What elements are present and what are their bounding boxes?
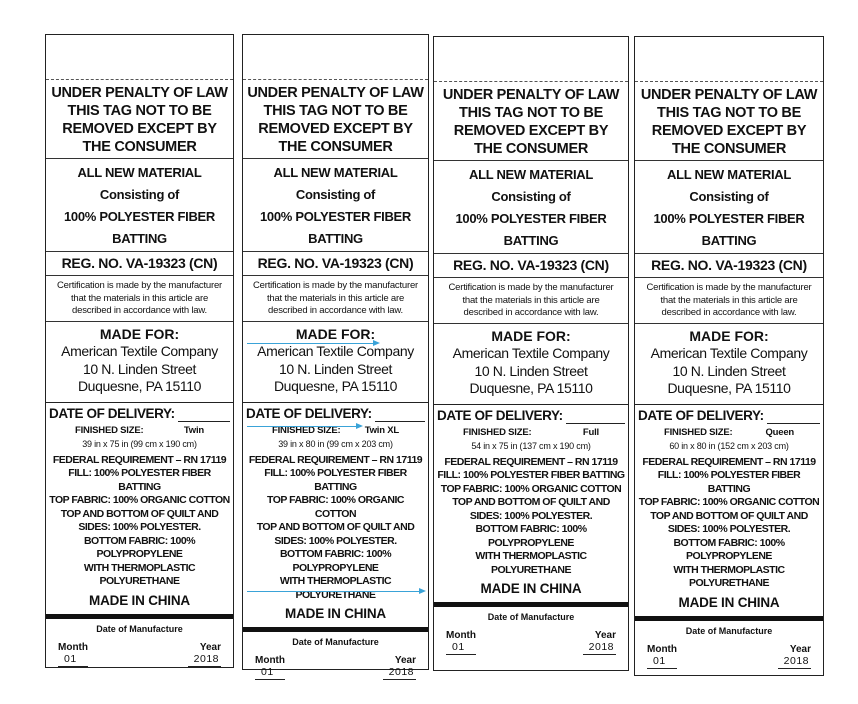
- federal-line: TOP FABRIC: 100% ORGANIC COTTON: [49, 494, 230, 506]
- month-field: [255, 655, 285, 680]
- material-line: ALL NEW MATERIAL: [77, 165, 202, 180]
- delivery-blank-line: [178, 411, 230, 422]
- material-line: Consisting of: [99, 187, 180, 202]
- year-value: 2018: [583, 641, 616, 655]
- material-line: 100% POLYESTER FIBER: [259, 209, 412, 224]
- delivery-date-field: [638, 407, 820, 424]
- material-line: Consisting of: [491, 189, 571, 204]
- delivery-date-field: [437, 407, 625, 424]
- manufacture-date-label: Date of Manufacture: [685, 625, 773, 636]
- company-street: 10 N. Linden Street: [278, 360, 393, 377]
- product-details: [434, 405, 628, 603]
- month-field: [446, 630, 476, 655]
- federal-line: BOTTOM FABRIC: 100% POLYPROPYLENE: [475, 523, 587, 549]
- company-street: 10 N. Linden Street: [672, 362, 786, 379]
- warning-line: UNDER PENALTY OF LAW: [247, 85, 424, 101]
- federal-line: BOTTOM FABRIC: 100% POLYPROPYLENE: [673, 536, 785, 562]
- federal-line: FILL: 100% POLYESTER FIBER BATTING: [68, 467, 211, 493]
- product-details: [46, 403, 233, 614]
- year-value: 2018: [778, 655, 811, 669]
- material-line: BATTING: [308, 231, 363, 246]
- material-line: Consisting of: [295, 187, 376, 202]
- federal-requirement: [437, 456, 625, 578]
- finished-size-label: FINISHED SIZE:: [664, 426, 733, 438]
- finished-size-label: FINISHED SIZE:: [272, 424, 341, 436]
- certification-line: that the materials in this article are: [462, 294, 600, 306]
- made-for-block: [243, 322, 428, 403]
- size-dimensions: 39 in x 75 in (99 cm x 190 cm): [82, 438, 197, 449]
- certification-statement: [635, 278, 823, 324]
- warning-line: UNDER PENALTY OF LAW: [640, 87, 818, 103]
- month-value: 01: [446, 641, 476, 655]
- material-line: 100% POLYESTER FIBER: [63, 209, 216, 224]
- country-of-origin: MADE IN CHINA: [285, 606, 386, 621]
- federal-requirement: [49, 454, 230, 589]
- size-dimensions: 54 in x 75 in (137 cm x 190 cm): [471, 440, 591, 451]
- company-city: Duquesne, PA 15110: [273, 378, 398, 394]
- finished-size-row: [246, 422, 425, 436]
- finished-size-row: [437, 424, 625, 438]
- material-line: BATTING: [503, 233, 559, 248]
- year-value: 2018: [188, 653, 221, 667]
- material-content: [46, 159, 233, 252]
- country-of-origin: MADE IN CHINA: [89, 592, 190, 608]
- size-name: Twin: [183, 424, 204, 436]
- finished-size-row: [49, 422, 230, 436]
- registration-number: REG. NO. VA-19323 (CN): [46, 252, 233, 276]
- federal-line: FEDERAL REQUIREMENT – RN 17119: [52, 453, 227, 466]
- tear-off-area: [243, 35, 428, 80]
- federal-line: TOP AND BOTTOM OF QUILT AND: [452, 496, 610, 508]
- warning-line: THIS TAG NOT TO BE: [459, 105, 603, 121]
- company-city: Duquesne, PA 15110: [667, 380, 791, 396]
- law-tag: [45, 34, 234, 668]
- made-for-block: [434, 324, 628, 405]
- material-content: [635, 161, 823, 254]
- year-field: [583, 630, 616, 655]
- manufacture-date-label: Date of Manufacture: [96, 623, 183, 634]
- month-value: 01: [647, 655, 677, 669]
- manufacture-date-row: [243, 647, 428, 680]
- material-line: 100% POLYESTER FIBER: [653, 211, 805, 226]
- size-dimensions: 60 in x 80 in (152 cm x 203 cm): [669, 440, 789, 451]
- certification-line: described in accordance with law.: [268, 305, 403, 316]
- made-for-heading: MADE FOR:: [295, 325, 376, 342]
- certification-statement: [243, 276, 428, 322]
- material-content: [434, 161, 628, 254]
- warning-line: THIS TAG NOT TO BE: [263, 103, 408, 119]
- federal-line: BOTTOM FABRIC: 100% POLYPROPYLENE: [83, 534, 196, 560]
- tear-off-area: [434, 37, 628, 82]
- country-of-origin: MADE IN CHINA: [480, 581, 582, 596]
- made-for-heading: MADE FOR:: [491, 327, 571, 344]
- warning-line: UNDER PENALTY OF LAW: [51, 85, 228, 101]
- size-name: Full: [582, 426, 599, 438]
- month-label: Month: [255, 655, 285, 666]
- company-street: 10 N. Linden Street: [474, 362, 588, 379]
- certification-line: Certification is made by the manufacturer: [448, 282, 614, 293]
- warning-line: THE CONSUMER: [82, 139, 197, 155]
- material-line: Consisting of: [689, 189, 769, 204]
- delivery-date-field: [49, 405, 230, 422]
- warning-line: THE CONSUMER: [278, 139, 393, 155]
- certification-line: described in accordance with law.: [72, 305, 207, 316]
- warning-line: UNDER PENALTY OF LAW: [442, 87, 620, 103]
- federal-line: FEDERAL REQUIREMENT – RN 17119: [444, 455, 618, 468]
- delivery-label: DATE OF DELIVERY:: [638, 407, 764, 423]
- month-label: Month: [58, 641, 88, 653]
- delivery-blank-line: [566, 413, 625, 424]
- company-name: American Textile Company: [257, 343, 414, 359]
- material-line: ALL NEW MATERIAL: [667, 167, 791, 182]
- delivery-label: DATE OF DELIVERY:: [246, 405, 372, 421]
- product-details: [635, 405, 823, 616]
- month-label: Month: [446, 630, 476, 641]
- federal-line: TOP AND BOTTOM OF QUILT AND: [650, 509, 808, 522]
- federal-requirement: [638, 456, 820, 591]
- month-field: [58, 642, 88, 667]
- registration-number: REG. NO. VA-19323 (CN): [434, 254, 628, 278]
- federal-line: BOTTOM FABRIC: 100% POLYPROPYLENE: [279, 548, 392, 574]
- certification-line: Certification is made by the manufacturer: [646, 282, 812, 293]
- federal-line: FEDERAL REQUIREMENT – RN 17119: [642, 455, 816, 468]
- manufacture-date-row: [434, 622, 628, 655]
- material-line: BATTING: [701, 233, 757, 248]
- company-city: Duquesne, PA 15110: [77, 378, 202, 394]
- law-warning: [46, 80, 233, 159]
- month-value: 01: [58, 653, 88, 667]
- certification-line: Certification is made by the manufacturer: [57, 280, 222, 291]
- certification-line: Certification is made by the manufacturer: [253, 280, 418, 291]
- law-tag: [634, 36, 824, 676]
- delivery-date-field: [246, 405, 425, 422]
- registration-number: REG. NO. VA-19323 (CN): [635, 254, 823, 278]
- year-label: Year: [594, 630, 616, 641]
- federal-line: FEDERAL REQUIREMENT – RN 17119: [248, 453, 423, 466]
- annotation-arrow: [247, 426, 357, 427]
- delivery-label: DATE OF DELIVERY:: [437, 407, 563, 423]
- federal-line: TOP FABRIC: 100% ORGANIC COTTON: [267, 494, 404, 520]
- made-for-block: [635, 324, 823, 405]
- certification-line: that the materials in this article are: [660, 294, 798, 306]
- manufacture-date-label: Date of Manufacture: [487, 612, 575, 622]
- material-line: ALL NEW MATERIAL: [273, 165, 398, 180]
- year-label: Year: [394, 655, 416, 666]
- law-tag: [242, 34, 429, 678]
- month-label: Month: [647, 643, 677, 655]
- tear-off-area: [46, 35, 233, 80]
- certification-line: that the materials in this article are: [266, 292, 405, 304]
- delivery-blank-line: [375, 411, 425, 422]
- year-field: [188, 642, 221, 667]
- finished-size-row: [638, 424, 820, 438]
- manufacture-date-row: [46, 634, 233, 667]
- federal-line: FILL: 100% POLYESTER FIBER BATTING: [437, 469, 625, 481]
- certification-line: described in accordance with law.: [661, 307, 797, 318]
- month-value: 01: [255, 666, 285, 680]
- certification-statement: [46, 276, 233, 322]
- federal-line: TOP AND BOTTOM OF QUILT AND: [60, 507, 219, 520]
- product-details: [243, 403, 428, 628]
- federal-line: SIDES: 100% POLYESTER.: [274, 534, 397, 547]
- company-name: American Textile Company: [452, 345, 610, 361]
- manufacture-date-row: [635, 636, 823, 669]
- made-for-heading: MADE FOR:: [689, 327, 769, 344]
- delivery-blank-line: [767, 413, 820, 424]
- warning-line: REMOVED EXCEPT BY: [651, 123, 807, 139]
- company-street: 10 N. Linden Street: [82, 360, 197, 377]
- federal-line: WITH THERMOPLASTIC POLYURETHANE: [279, 575, 392, 601]
- law-warning: [243, 80, 428, 159]
- federal-line: WITH THERMOPLASTIC POLYURETHANE: [83, 561, 196, 587]
- federal-line: SIDES: 100% POLYESTER.: [78, 521, 201, 533]
- law-tag: [433, 36, 629, 671]
- federal-line: TOP FABRIC: 100% ORGANIC COTTON: [638, 496, 820, 508]
- federal-line: WITH THERMOPLASTIC POLYURETHANE: [673, 563, 785, 589]
- certification-line: that the materials in this article are: [70, 292, 209, 304]
- material-content: [243, 159, 428, 252]
- size-name: Queen: [765, 426, 794, 438]
- year-value: 2018: [383, 666, 416, 680]
- year-field: [778, 644, 811, 669]
- material-line: 100% POLYESTER FIBER: [455, 211, 607, 226]
- federal-requirement: [246, 454, 425, 603]
- federal-line: SIDES: 100% POLYESTER.: [469, 509, 593, 522]
- made-for-heading: MADE FOR:: [99, 325, 180, 342]
- size-dimensions: 39 in x 80 in (99 cm x 203 cm): [278, 438, 393, 449]
- company-name: American Textile Company: [650, 345, 808, 361]
- finished-size-label: FINISHED SIZE:: [463, 426, 532, 438]
- finished-size-label: FINISHED SIZE:: [75, 424, 144, 436]
- law-warning: [434, 82, 628, 161]
- material-line: ALL NEW MATERIAL: [469, 167, 593, 182]
- annotation-arrow: [247, 591, 420, 592]
- company-name: American Textile Company: [61, 343, 218, 359]
- year-label: Year: [789, 643, 811, 655]
- warning-line: THE CONSUMER: [671, 141, 786, 157]
- size-name: Twin XL: [364, 424, 399, 436]
- warning-line: THIS TAG NOT TO BE: [67, 103, 212, 119]
- law-warning: [635, 82, 823, 161]
- warning-line: REMOVED EXCEPT BY: [62, 121, 217, 137]
- federal-line: FILL: 100% POLYESTER FIBER BATTING: [264, 467, 407, 493]
- warning-line: REMOVED EXCEPT BY: [258, 121, 413, 137]
- federal-line: TOP FABRIC: 100% ORGANIC COTTON: [440, 482, 622, 495]
- annotation-arrow: [247, 343, 374, 344]
- federal-line: TOP AND BOTTOM OF QUILT AND: [256, 521, 415, 533]
- federal-line: WITH THERMOPLASTIC POLYURETHANE: [475, 550, 587, 576]
- warning-line: THE CONSUMER: [473, 141, 588, 157]
- made-for-block: [46, 322, 233, 403]
- country-of-origin: MADE IN CHINA: [678, 594, 780, 610]
- manufacture-date-label: Date of Manufacture: [292, 637, 379, 647]
- federal-line: SIDES: 100% POLYESTER.: [667, 523, 791, 535]
- year-field: [383, 655, 416, 680]
- certification-statement: [434, 278, 628, 324]
- registration-number: REG. NO. VA-19323 (CN): [243, 252, 428, 276]
- material-line: BATTING: [112, 231, 167, 246]
- month-field: [647, 644, 677, 669]
- certification-line: described in accordance with law.: [463, 307, 599, 318]
- warning-line: REMOVED EXCEPT BY: [453, 123, 609, 139]
- warning-line: THIS TAG NOT TO BE: [657, 105, 801, 121]
- year-label: Year: [199, 641, 221, 653]
- federal-line: FILL: 100% POLYESTER FIBER BATTING: [657, 469, 801, 495]
- tear-off-area: [635, 37, 823, 82]
- delivery-label: DATE OF DELIVERY:: [49, 405, 175, 421]
- company-city: Duquesne, PA 15110: [469, 380, 593, 396]
